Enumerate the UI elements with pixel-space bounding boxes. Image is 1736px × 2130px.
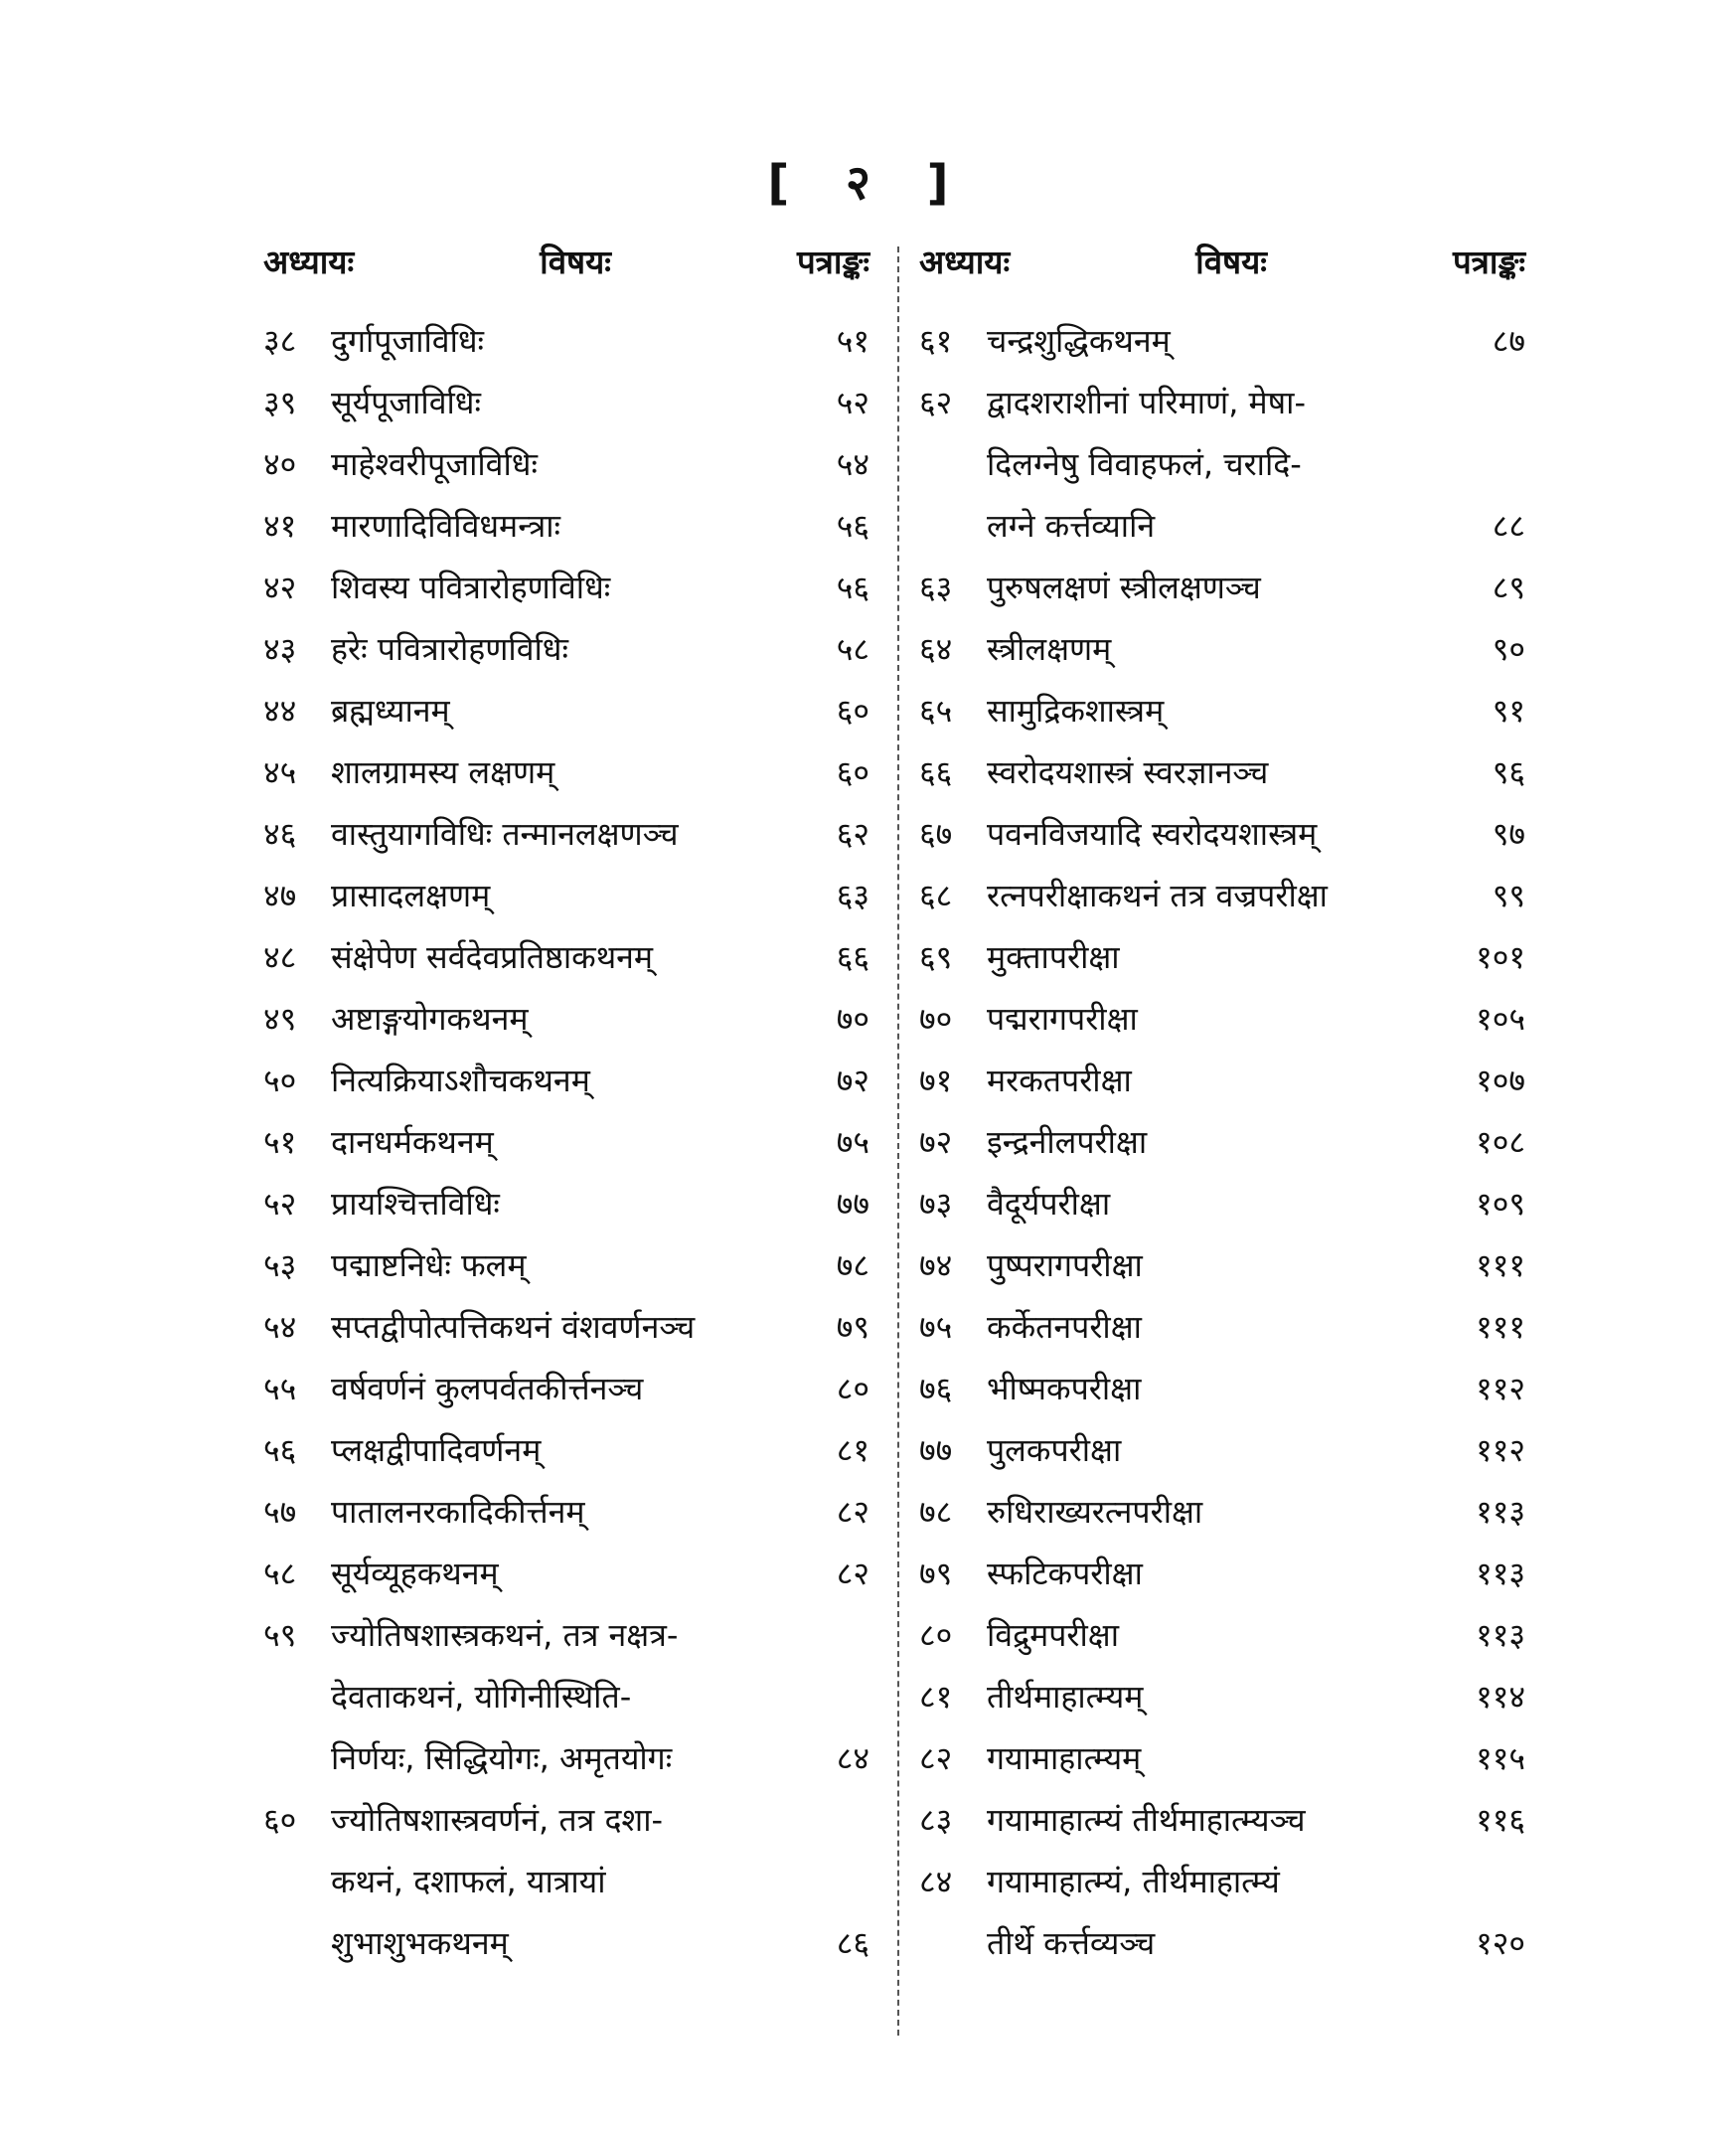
chapter-number: ७४ bbox=[919, 1246, 953, 1284]
chapter-number: ६६ bbox=[919, 753, 953, 791]
chapter-title-line: भीष्मकपरीक्षा bbox=[987, 1370, 1142, 1407]
chapter-title-line: पुरुषलक्षणं स्त्रीलक्षणञ्च bbox=[987, 569, 1261, 606]
page-reference: ९० bbox=[1492, 630, 1525, 668]
toc-entry bbox=[263, 557, 869, 618]
page-reference: ११३ bbox=[1476, 1555, 1525, 1592]
left-entry-list bbox=[263, 310, 869, 1974]
chapter-number: ६९ bbox=[919, 938, 953, 976]
chapter-title bbox=[331, 1050, 792, 1111]
chapter-number: ८३ bbox=[919, 1801, 953, 1839]
chapter-title bbox=[331, 495, 792, 557]
chapter-title-line: मरकतपरीक्षा bbox=[987, 1062, 1132, 1099]
chapter-number: ७८ bbox=[919, 1493, 953, 1531]
right-column-header bbox=[919, 239, 1525, 310]
toc-entry bbox=[919, 1111, 1525, 1173]
page-reference: ८७ bbox=[1492, 322, 1525, 360]
chapter-title-line: तीर्थमाहात्म्यम् bbox=[987, 1678, 1144, 1716]
chapter-title-line: तीर्थे कर्त्तव्यञ्च bbox=[987, 1924, 1156, 1962]
page-reference: १०९ bbox=[1476, 1185, 1525, 1223]
chapter-number: ५१ bbox=[263, 1123, 297, 1161]
page-reference: ५२ bbox=[836, 384, 869, 421]
toc-entry bbox=[263, 1234, 869, 1296]
chapter-title bbox=[987, 1789, 1448, 1851]
chapter-title-line: मारणादिविविधमन्त्राः bbox=[331, 507, 561, 545]
chapter-number: ७७ bbox=[919, 1431, 953, 1469]
chapter-number: ७३ bbox=[919, 1185, 953, 1223]
chapter-title-line: सूर्यव्यूहकथनम् bbox=[331, 1555, 499, 1592]
toc-entry bbox=[919, 741, 1525, 803]
chapter-title bbox=[331, 865, 792, 926]
page-reference: ११२ bbox=[1476, 1370, 1525, 1407]
chapter-number: ५८ bbox=[263, 1555, 297, 1592]
chapter-title bbox=[987, 1111, 1448, 1173]
chapter-title-line: चन्द्रशुद्धिकथनम् bbox=[987, 322, 1171, 360]
chapter-title bbox=[987, 1727, 1448, 1789]
page-reference: ६३ bbox=[836, 877, 869, 914]
chapter-number: ४२ bbox=[263, 569, 297, 606]
chapter-number: ८१ bbox=[919, 1678, 953, 1716]
chapter-number: ५७ bbox=[263, 1493, 297, 1531]
toc-entry bbox=[263, 988, 869, 1050]
chapter-number: ८४ bbox=[919, 1863, 953, 1900]
page-reference: ७२ bbox=[836, 1062, 869, 1099]
chapter-title-line: हरेः पवित्रारोहणविधिः bbox=[331, 630, 568, 668]
chapter-title-line: दिलग्नेषु विवाहफलं, चरादि- bbox=[987, 445, 1302, 483]
toc-entry bbox=[263, 433, 869, 495]
toc-entry bbox=[919, 557, 1525, 618]
chapter-title-line: पुष्परागपरीक्षा bbox=[987, 1246, 1143, 1284]
chapter-title bbox=[987, 1358, 1448, 1419]
chapter-title-line: दुर्गापूजाविधिः bbox=[331, 322, 485, 360]
chapter-title-line: संक्षेपेण सर्वदेवप्रतिष्ठाकथनम् bbox=[331, 938, 654, 976]
toc-entry bbox=[263, 1111, 869, 1173]
toc-entry bbox=[919, 1358, 1525, 1419]
chapter-number: ७० bbox=[919, 1000, 953, 1038]
page-reference: ८० bbox=[836, 1370, 869, 1407]
page-reference: ८८ bbox=[1492, 507, 1525, 545]
chapter-title bbox=[331, 1111, 792, 1173]
chapter-title-line: ब्रह्मध्यानम् bbox=[331, 692, 450, 730]
chapter-title bbox=[987, 618, 1448, 680]
chapter-number: ४४ bbox=[263, 692, 297, 730]
chapter-title-line: रुधिराख्यरत्नपरीक्षा bbox=[987, 1493, 1203, 1531]
toc-entry bbox=[919, 372, 1525, 557]
chapter-title-line: स्फटिकपरीक्षा bbox=[987, 1555, 1143, 1592]
toc-entry bbox=[263, 1173, 869, 1234]
chapter-title-line: लग्ने कर्त्तव्यानि bbox=[987, 507, 1156, 545]
chapter-title-line: गयामाहात्म्यम् bbox=[987, 1739, 1142, 1777]
chapter-title-line: प्लक्षद्वीपादिवर्णनम् bbox=[331, 1431, 542, 1469]
chapter-title-line: पद्मरागपरीक्षा bbox=[987, 1000, 1138, 1038]
chapter-title-line: द्वादशराशीनां परिमाणं, मेषा- bbox=[987, 384, 1307, 421]
chapter-number: ३८ bbox=[263, 322, 297, 360]
toc-entry bbox=[919, 618, 1525, 680]
toc-entry bbox=[919, 310, 1525, 372]
left-column-header bbox=[263, 239, 869, 310]
page-number: [ २ ] bbox=[767, 155, 969, 211]
chapter-number: ५९ bbox=[263, 1616, 297, 1654]
page-reference: १२० bbox=[1476, 1924, 1525, 1962]
chapter-number: ४१ bbox=[263, 507, 297, 545]
page-header: पत्राङ्कः bbox=[1452, 243, 1525, 281]
page-reference: ६० bbox=[836, 692, 869, 730]
chapter-number: ५२ bbox=[263, 1185, 297, 1223]
chapter-header: अध्यायः bbox=[263, 243, 355, 281]
right-column bbox=[919, 239, 1525, 1974]
page-reference: ११५ bbox=[1476, 1739, 1525, 1777]
column-divider bbox=[897, 246, 899, 2036]
chapter-title-line: पुलकपरीक्षा bbox=[987, 1431, 1122, 1469]
chapter-title bbox=[331, 741, 792, 803]
chapter-title-line: ज्योतिषशास्त्रकथनं, तत्र नक्षत्र- bbox=[331, 1616, 679, 1654]
toc-entry bbox=[919, 1543, 1525, 1604]
chapter-title bbox=[331, 557, 792, 618]
chapter-number: ४५ bbox=[263, 753, 297, 791]
chapter-number: ६४ bbox=[919, 630, 953, 668]
page-reference: ५६ bbox=[836, 507, 869, 545]
chapter-title-line: देवताकथनं, योगिनीस्थिति- bbox=[331, 1678, 632, 1716]
chapter-number: ६१ bbox=[919, 322, 953, 360]
toc-entry bbox=[263, 1543, 869, 1604]
page-reference: ७९ bbox=[836, 1308, 869, 1346]
subject-header: विषयः bbox=[1195, 243, 1267, 281]
chapter-title bbox=[987, 803, 1448, 865]
chapter-title bbox=[331, 1543, 792, 1604]
chapter-title bbox=[987, 1234, 1448, 1296]
toc-entry bbox=[263, 1481, 869, 1543]
page-reference: ९७ bbox=[1492, 815, 1525, 853]
chapter-title bbox=[331, 310, 792, 372]
toc-entry bbox=[263, 1296, 869, 1358]
chapter-title bbox=[987, 372, 1448, 557]
toc-entry bbox=[919, 1234, 1525, 1296]
chapter-number: ४८ bbox=[263, 938, 297, 976]
chapter-title-line: दानधर्मकथनम् bbox=[331, 1123, 494, 1161]
chapter-header: अध्यायः bbox=[919, 243, 1011, 281]
chapter-title bbox=[987, 680, 1448, 741]
page-reference: ८४ bbox=[836, 1739, 869, 1777]
chapter-title-line: पद्माष्टनिधेः फलम् bbox=[331, 1246, 527, 1284]
page-header: पत्राङ्कः bbox=[796, 243, 869, 281]
chapter-title bbox=[331, 1604, 792, 1789]
chapter-title-line: स्त्रीलक्षणम् bbox=[987, 630, 1112, 668]
chapter-title-line: अष्टाङ्गयोगकथनम् bbox=[331, 1000, 529, 1038]
chapter-title-line: स्वरोदयशास्त्रं स्वरज्ञानञ्च bbox=[987, 753, 1269, 791]
chapter-number: ४० bbox=[263, 445, 297, 483]
chapter-title-line: शुभाशुभकथनम् bbox=[331, 1924, 509, 1962]
chapter-title-line: गयामाहात्म्यं, तीर्थमाहात्म्यं bbox=[987, 1863, 1280, 1900]
chapter-title-line: कथनं, दशाफलं, यात्रायां bbox=[331, 1863, 606, 1900]
chapter-number: ७१ bbox=[919, 1062, 953, 1099]
chapter-title-line: शालग्रामस्य लक्षणम् bbox=[331, 753, 555, 791]
page-reference: ५१ bbox=[836, 322, 869, 360]
toc-entry bbox=[919, 803, 1525, 865]
chapter-title-line: पातालनरकादिकीर्त्तनम् bbox=[331, 1493, 585, 1531]
page-reference: ६६ bbox=[836, 938, 869, 976]
chapter-number: ५० bbox=[263, 1062, 297, 1099]
chapter-title bbox=[331, 926, 792, 988]
chapter-number: ६५ bbox=[919, 692, 953, 730]
page-reference: ६० bbox=[836, 753, 869, 791]
chapter-number: ६७ bbox=[919, 815, 953, 853]
chapter-title bbox=[987, 926, 1448, 988]
chapter-title bbox=[331, 618, 792, 680]
page-reference: ९९ bbox=[1492, 877, 1525, 914]
chapter-title-line: वर्षवर्णनं कुलपर्वतकीर्त्तनञ्च bbox=[331, 1370, 644, 1407]
chapter-title-line: शिवस्य पवित्रारोहणविधिः bbox=[331, 569, 611, 606]
toc-entry bbox=[919, 1050, 1525, 1111]
toc-entry bbox=[919, 865, 1525, 926]
right-entry-list bbox=[919, 310, 1525, 1974]
chapter-title-line: कर्केतनपरीक्षा bbox=[987, 1308, 1142, 1346]
chapter-number: ४६ bbox=[263, 815, 297, 853]
chapter-number: ४३ bbox=[263, 630, 297, 668]
chapter-title-line: वास्तुयागविधिः तन्मानलक्षणञ्च bbox=[331, 815, 679, 853]
chapter-title bbox=[331, 1234, 792, 1296]
chapter-title-line: सप्तद्वीपोत्पत्तिकथनं वंशवर्णनञ्च bbox=[331, 1308, 696, 1346]
chapter-title bbox=[987, 1666, 1448, 1727]
chapter-number: ८० bbox=[919, 1616, 953, 1654]
toc-entry bbox=[263, 1358, 869, 1419]
chapter-number: ३९ bbox=[263, 384, 297, 421]
page-reference: ६२ bbox=[836, 815, 869, 853]
chapter-title bbox=[987, 1604, 1448, 1666]
page-reference: ५६ bbox=[836, 569, 869, 606]
chapter-title-line: सूर्यपूजाविधिः bbox=[331, 384, 481, 421]
page-reference: १०७ bbox=[1476, 1062, 1525, 1099]
toc-entry bbox=[919, 1604, 1525, 1666]
chapter-number: ६२ bbox=[919, 384, 953, 421]
chapter-title bbox=[987, 741, 1448, 803]
page-reference: ५४ bbox=[836, 445, 869, 483]
chapter-title bbox=[331, 1789, 792, 1974]
chapter-title bbox=[987, 1419, 1448, 1481]
chapter-title bbox=[987, 1296, 1448, 1358]
chapter-title bbox=[987, 1543, 1448, 1604]
chapter-number: ६८ bbox=[919, 877, 953, 914]
chapter-title bbox=[331, 1173, 792, 1234]
left-column bbox=[263, 239, 869, 1974]
chapter-title bbox=[331, 372, 792, 433]
page-reference: ११३ bbox=[1476, 1493, 1525, 1531]
chapter-title bbox=[331, 1296, 792, 1358]
chapter-number: ६० bbox=[263, 1801, 297, 1839]
toc-entry bbox=[263, 372, 869, 433]
chapter-number: ६३ bbox=[919, 569, 953, 606]
chapter-number: ५५ bbox=[263, 1370, 297, 1407]
toc-entry bbox=[919, 1789, 1525, 1851]
toc-entry bbox=[263, 1050, 869, 1111]
page-reference: ७५ bbox=[836, 1123, 869, 1161]
chapter-number: ८२ bbox=[919, 1739, 953, 1777]
toc-entry bbox=[919, 1666, 1525, 1727]
toc-entry bbox=[919, 1296, 1525, 1358]
chapter-title bbox=[987, 1481, 1448, 1543]
chapter-title-line: विद्रुमपरीक्षा bbox=[987, 1616, 1119, 1654]
chapter-title-line: प्रासादलक्षणम् bbox=[331, 877, 491, 914]
page-reference: १०५ bbox=[1476, 1000, 1525, 1038]
chapter-title-line: ज्योतिषशास्त्रवर्णनं, तत्र दशा- bbox=[331, 1801, 664, 1839]
toc-entry bbox=[919, 1419, 1525, 1481]
chapter-title bbox=[987, 310, 1448, 372]
page-reference: ८६ bbox=[836, 1924, 869, 1962]
chapter-title-line: पवनविजयादि स्वरोदयशास्त्रम् bbox=[987, 815, 1318, 853]
chapter-title bbox=[331, 1481, 792, 1543]
page-reference: ७७ bbox=[836, 1185, 869, 1223]
chapter-title bbox=[987, 557, 1448, 618]
chapter-title-line: वैदूर्यपरीक्षा bbox=[987, 1185, 1111, 1223]
subject-header: विषयः bbox=[540, 243, 611, 281]
toc-entry bbox=[263, 865, 869, 926]
page-reference: ८२ bbox=[836, 1555, 869, 1592]
page-reference: ५८ bbox=[836, 630, 869, 668]
toc-entry bbox=[263, 926, 869, 988]
chapter-title-line: मुक्तापरीक्षा bbox=[987, 938, 1120, 976]
toc-entry bbox=[919, 1727, 1525, 1789]
page-reference: ११३ bbox=[1476, 1616, 1525, 1654]
chapter-number: ५३ bbox=[263, 1246, 297, 1284]
page-reference: ७८ bbox=[836, 1246, 869, 1284]
toc-entry bbox=[263, 1419, 869, 1481]
page-reference: ११४ bbox=[1476, 1678, 1525, 1716]
chapter-title-line: नित्यक्रियाऽशौचकथनम् bbox=[331, 1062, 590, 1099]
toc-entry bbox=[263, 680, 869, 741]
page-reference: ९१ bbox=[1492, 692, 1525, 730]
page-reference: ९६ bbox=[1492, 753, 1525, 791]
chapter-title bbox=[331, 803, 792, 865]
chapter-number: ५४ bbox=[263, 1308, 297, 1346]
chapter-title bbox=[987, 988, 1448, 1050]
chapter-title bbox=[987, 1050, 1448, 1111]
chapter-title bbox=[331, 1419, 792, 1481]
page-reference: ८९ bbox=[1492, 569, 1525, 606]
chapter-number: ७५ bbox=[919, 1308, 953, 1346]
chapter-number: ४७ bbox=[263, 877, 297, 914]
toc-entry bbox=[919, 988, 1525, 1050]
page-reference: १०८ bbox=[1476, 1123, 1525, 1161]
chapter-title bbox=[331, 680, 792, 741]
chapter-title-line: निर्णयः, सिद्धियोगः, अमृतयोगः bbox=[331, 1739, 673, 1777]
chapter-title bbox=[987, 1851, 1448, 1974]
page-reference: ८२ bbox=[836, 1493, 869, 1531]
page-reference: १११ bbox=[1476, 1246, 1525, 1284]
toc-entry bbox=[263, 495, 869, 557]
chapter-title-line: गयामाहात्म्यं तीर्थमाहात्म्यञ्च bbox=[987, 1801, 1306, 1839]
chapter-title-line: इन्द्रनीलपरीक्षा bbox=[987, 1123, 1148, 1161]
page-reference: ७० bbox=[836, 1000, 869, 1038]
chapter-number: ७२ bbox=[919, 1123, 953, 1161]
page-reference: ८१ bbox=[836, 1431, 869, 1469]
chapter-title bbox=[331, 988, 792, 1050]
toc-entry bbox=[263, 741, 869, 803]
chapter-title-line: प्रायश्चित्तविधिः bbox=[331, 1185, 500, 1223]
toc-entry bbox=[263, 803, 869, 865]
toc-entry bbox=[919, 926, 1525, 988]
toc-entry bbox=[263, 1604, 869, 1789]
toc-entry bbox=[919, 1851, 1525, 1974]
toc-entry bbox=[919, 680, 1525, 741]
chapter-title-line: माहेश्वरीपूजाविधिः bbox=[331, 445, 538, 483]
chapter-title bbox=[987, 1173, 1448, 1234]
page-reference: ११६ bbox=[1476, 1801, 1525, 1839]
chapter-title bbox=[331, 1358, 792, 1419]
chapter-number: ७६ bbox=[919, 1370, 953, 1407]
toc-entry bbox=[263, 1789, 869, 1974]
chapter-number: ४९ bbox=[263, 1000, 297, 1038]
page-reference: ११२ bbox=[1476, 1431, 1525, 1469]
toc-entry bbox=[919, 1173, 1525, 1234]
page-reference: १११ bbox=[1476, 1308, 1525, 1346]
chapter-number: ७९ bbox=[919, 1555, 953, 1592]
toc-entry bbox=[919, 1481, 1525, 1543]
toc-entry bbox=[263, 310, 869, 372]
toc-entry bbox=[263, 618, 869, 680]
page-reference: १०१ bbox=[1476, 938, 1525, 976]
chapter-title bbox=[331, 433, 792, 495]
chapter-title-line: सामुद्रिकशास्त्रम् bbox=[987, 692, 1165, 730]
chapter-title-line: रत्नपरीक्षाकथनं तत्र वज्रपरीक्षा bbox=[987, 877, 1328, 914]
chapter-title bbox=[987, 865, 1448, 926]
chapter-number: ५६ bbox=[263, 1431, 297, 1469]
